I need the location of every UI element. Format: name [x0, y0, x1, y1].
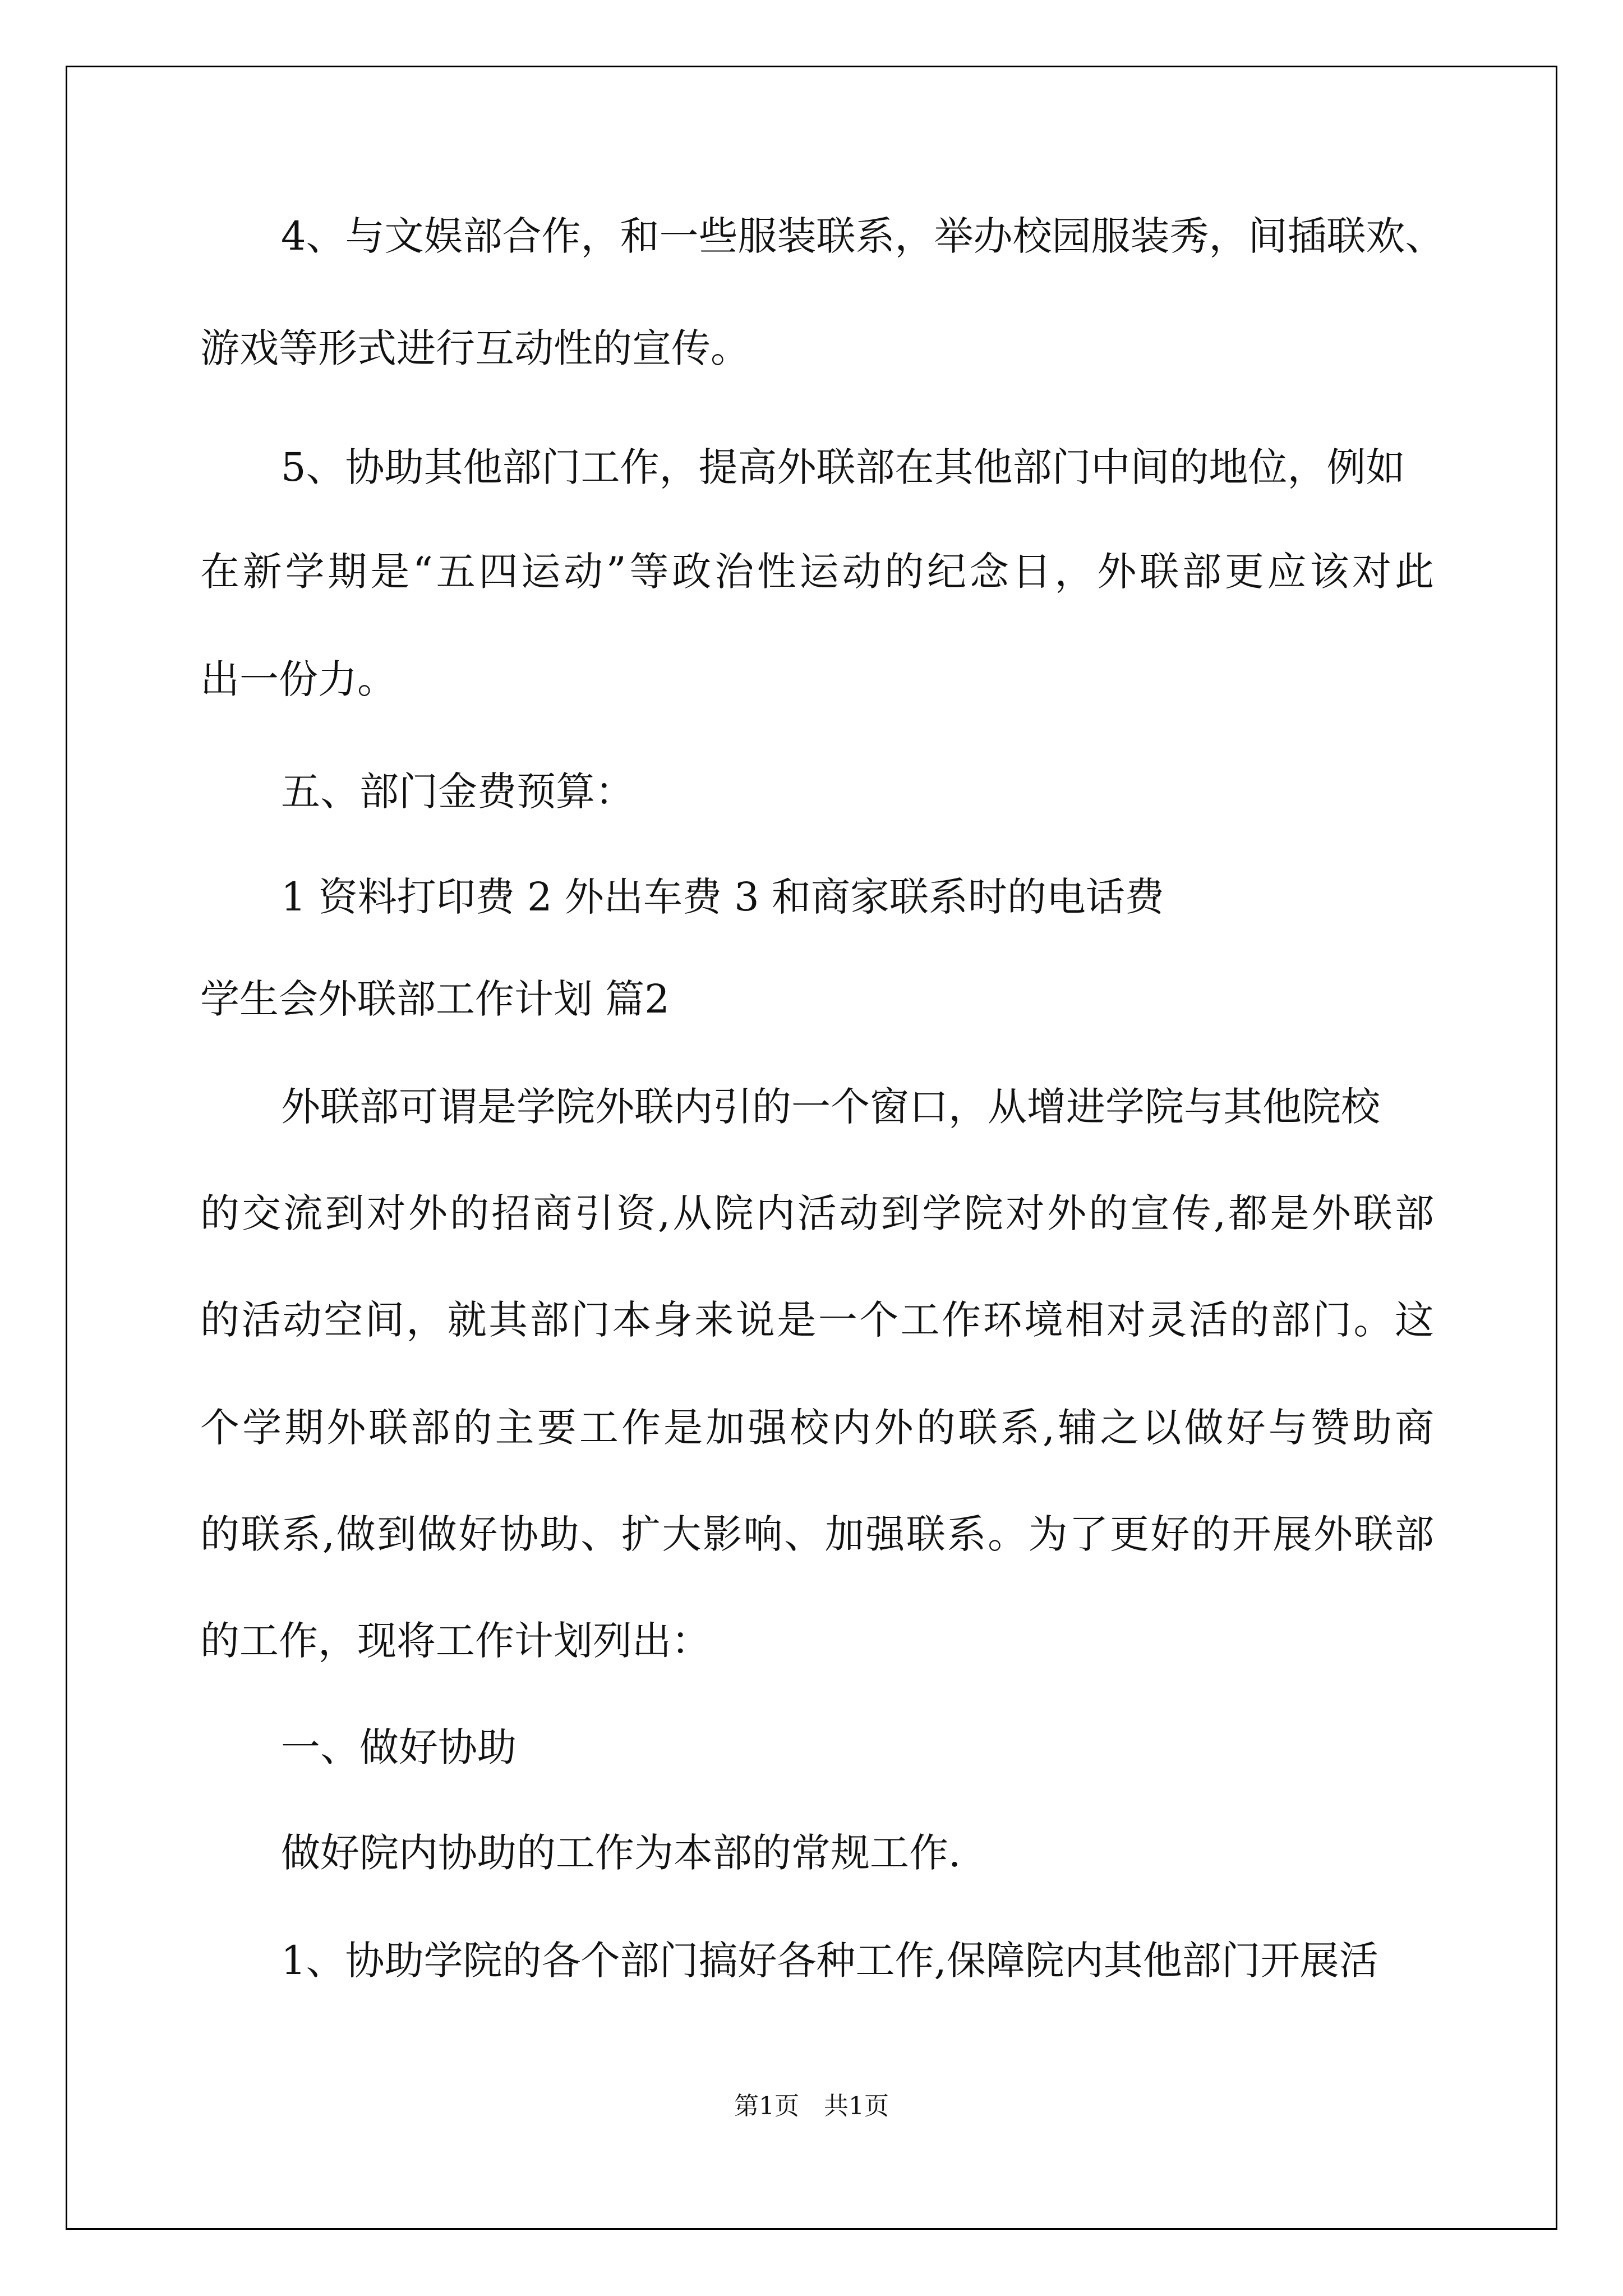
paragraph-line: 的联系,做到做好协助、扩大影响、加强联系。为了更好的开展外联部 — [200, 1511, 1434, 1557]
paragraph-line: 在新学期是“五四运动”等政治性运动的纪念日，外联部更应该对此 — [200, 549, 1434, 595]
article-title: 学生会外联部工作计划 篇2 — [200, 976, 670, 1022]
paragraph-line: 1、协助学院的各个部门搞好各种工作,保障院内其他部门开展活 — [281, 1938, 1378, 1984]
paragraph-line: 游戏等形式进行互动性的宣传。 — [200, 325, 750, 371]
paragraph-line: 做好院内协助的工作为本部的常规工作. — [281, 1830, 961, 1876]
paragraph-line: 的工作，现将工作计划列出： — [200, 1618, 711, 1664]
paragraph-line: 1 资料打印费 2 外出车费 3 和商家联系时的电话费 — [281, 874, 1164, 920]
paragraph-line: 4、与文娱部合作，和一些服装联系，举办校园服装秀，间插联欢、 — [281, 213, 1445, 259]
paragraph-line: 出一份力。 — [200, 656, 396, 702]
paragraph-line: 外联部可谓是学院外联内引的一个窗口，从增进学院与其他院校 — [281, 1084, 1380, 1130]
section-heading: 五、部门金费预算： — [281, 769, 634, 815]
paragraph-line: 的活动空间，就其部门本身来说是一个工作环境相对灵活的部门。这 — [200, 1297, 1434, 1343]
paragraph-line: 个学期外联部的主要工作是加强校内外的联系,辅之以做好与赞助商 — [200, 1405, 1434, 1451]
paragraph-line: 5、协助其他部门工作，提高外联部在其他部门中间的地位，例如 — [281, 444, 1405, 490]
section-heading: 一、做好协助 — [281, 1724, 517, 1770]
page-footer: 第1页 共1页 — [734, 2092, 889, 2120]
page-border — [66, 66, 1557, 2230]
paragraph-line: 的交流到对外的招商引资,从院内活动到学院对外的宣传,都是外联部 — [200, 1190, 1434, 1236]
